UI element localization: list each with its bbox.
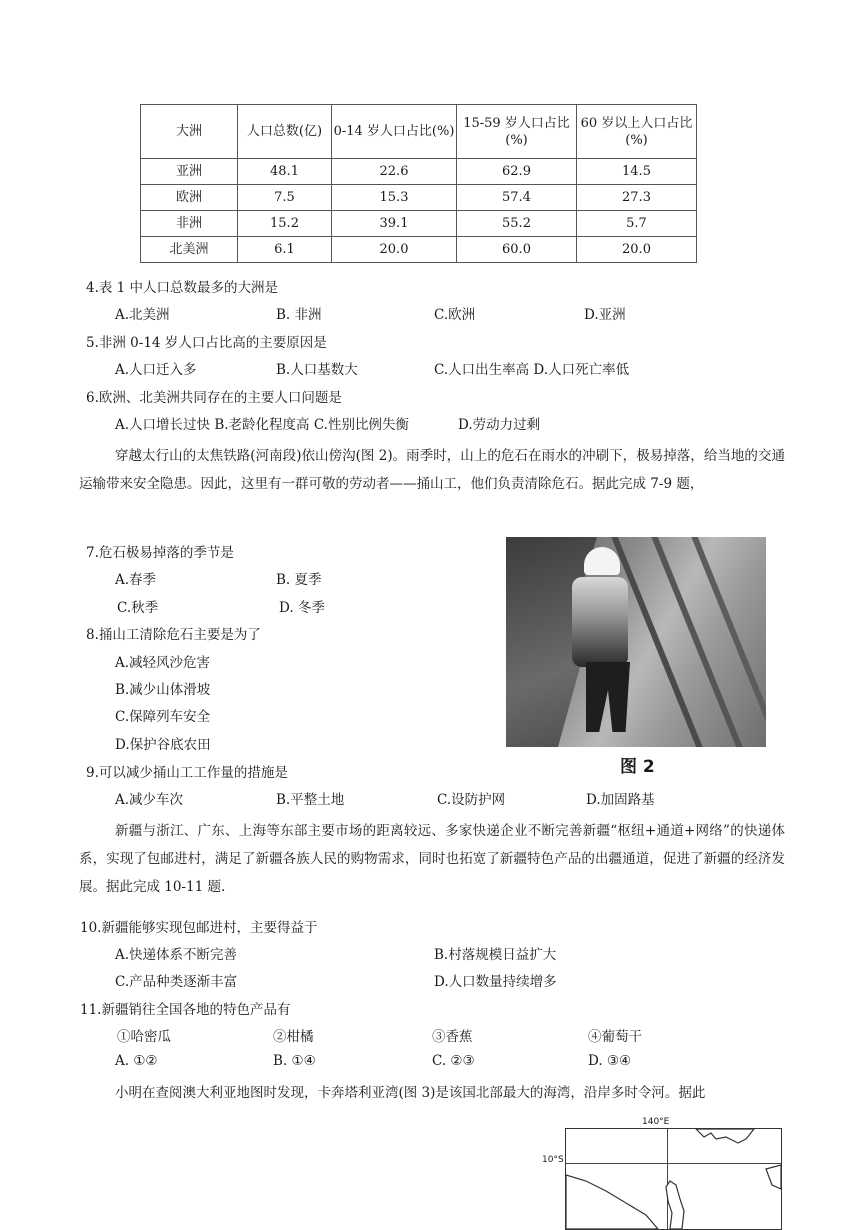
population-table	[140, 104, 697, 263]
question-9-option-b: B.平整土地	[276, 792, 345, 808]
question-7-stem: 7.危石极易掉落的季节是	[86, 545, 234, 561]
figure-2-caption: 图 2	[620, 757, 655, 777]
table-cell: 48.1	[238, 159, 332, 185]
passage-carpentaria: 小明在查阅澳大利亚地图时发现，卡奔塔利亚湾(图 3)是该国北部最大的海湾，沿岸多时令河。据此	[115, 1085, 706, 1101]
map-longitude-label: 140°E	[642, 1117, 670, 1127]
map-latitude-label: 10°S	[542, 1155, 564, 1165]
worker-legs	[586, 662, 630, 732]
question-5-option-a: A.人口迁入多	[115, 362, 197, 378]
question-11-item-4: ④葡萄干	[588, 1029, 642, 1045]
gulf-map	[565, 1128, 782, 1230]
question-11-option-b: B. ①④	[273, 1053, 316, 1069]
question-8-option-c: C.保障列车安全	[115, 709, 211, 725]
question-4-stem: 4.表 1 中人口总数最多的大洲是	[86, 280, 279, 296]
question-4-option-c: C.欧洲	[434, 307, 476, 323]
worker-helmet	[584, 547, 620, 575]
passage-xinjiang-delivery: 新疆与浙江、广东、上海等东部主要市场的距离较远、多家快递企业不断完善新疆“枢纽+通道+网络”的快递体系，实现了包邮进村，满足了新疆各族人民的购物需求，同时也拓宽了新疆特色产品的出疆通道，促进了新疆的经济发展。据此完成 10-11 题.	[79, 823, 785, 895]
table-cell: 14.5	[577, 159, 697, 185]
question-11-option-a: A. ①②	[115, 1053, 158, 1069]
table-header-row	[141, 105, 697, 159]
table-cell: 55.2	[457, 211, 577, 237]
question-6-stem: 6.欧洲、北美洲共同存在的主要人口问题是	[86, 390, 342, 406]
table-cell: 北美洲	[141, 237, 238, 263]
table-cell: 20.0	[332, 237, 457, 263]
question-9-option-a: A.减少车次	[115, 792, 184, 808]
question-10-option-b: B.村落规模日益扩大	[434, 947, 557, 963]
table-cell: 亚洲	[141, 159, 238, 185]
question-10-stem: 10.新疆能够实现包邮进村，主要得益于	[80, 920, 318, 936]
question-10-option-d: D.人口数量持续增多	[434, 974, 557, 990]
table-cell: 6.1	[238, 237, 332, 263]
question-4-option-b: B. 非洲	[276, 307, 322, 323]
table-row	[141, 159, 697, 185]
question-4-option-a: A.北美洲	[115, 307, 170, 323]
question-7-option-a: A.春季	[115, 572, 157, 588]
question-7-option-d: D. 冬季	[279, 600, 325, 616]
worker-body	[572, 577, 628, 667]
question-11-option-c: C. ②③	[432, 1053, 475, 1069]
question-6-options-abc: A.人口增长过快 B.老龄化程度高 C.性别比例失衡	[115, 417, 409, 433]
question-7-option-c: C.秋季	[117, 600, 159, 616]
question-11-stem: 11.新疆销往全国各地的特色产品有	[80, 1002, 291, 1018]
question-11-item-3: ③香蕉	[432, 1029, 473, 1045]
coastline-shape	[566, 1129, 781, 1229]
question-8-option-b: B.减少山体滑坡	[115, 682, 211, 698]
question-10-option-c: C.产品种类逐渐丰富	[115, 974, 238, 990]
question-9-stem: 9.可以减少捅山工工作量的措施是	[86, 765, 288, 781]
question-9-option-d: D.加固路基	[586, 792, 655, 808]
question-8-option-a: A.减轻风沙危害	[115, 655, 211, 671]
table-cell: 39.1	[332, 211, 457, 237]
question-11-item-1: ①哈密瓜	[117, 1029, 171, 1045]
table-header: 15-59 岁人口占比(%)	[457, 105, 577, 159]
table-header: 人口总数(亿)	[238, 105, 332, 159]
question-6-option-d: D.劳动力过剩	[458, 417, 541, 433]
table-header: 0-14 岁人口占比(%)	[332, 105, 457, 159]
question-5-stem: 5.非洲 0-14 岁人口占比高的主要原因是	[86, 335, 327, 351]
question-11-option-d: D. ③④	[588, 1053, 632, 1069]
table-row	[141, 237, 697, 263]
question-5-options-cd: C.人口出生率高 D.人口死亡率低	[434, 362, 630, 378]
table-cell: 27.3	[577, 185, 697, 211]
table-cell: 22.6	[332, 159, 457, 185]
question-5-option-b: B.人口基数大	[276, 362, 358, 378]
question-11-item-2: ②柑橘	[273, 1029, 314, 1045]
table-header: 大洲	[141, 105, 238, 159]
question-8-stem: 8.捅山工清除危石主要是为了	[86, 627, 261, 643]
question-8-option-d: D.保护谷底农田	[115, 737, 211, 753]
table-row	[141, 185, 697, 211]
question-9-option-c: C.设防护网	[437, 792, 506, 808]
table-cell: 20.0	[577, 237, 697, 263]
question-4-option-d: D.亚洲	[584, 307, 626, 323]
table-cell: 15.2	[238, 211, 332, 237]
table-cell: 5.7	[577, 211, 697, 237]
cliff-worker-photo	[506, 537, 766, 747]
passage-taiyue-railway: 穿越太行山的太焦铁路(河南段)依山傍沟(图 2)。雨季时，山上的危石在雨水的冲刷下，极易掉落，给当地的交通运输带来安全隐患。因此，这里有一群可敬的劳动者——捅山工，他们负责清除危石。据此完成 7-9 题，	[79, 448, 785, 492]
question-7-option-b: B. 夏季	[276, 572, 322, 588]
table-cell: 7.5	[238, 185, 332, 211]
table-cell: 非洲	[141, 211, 238, 237]
table-cell: 62.9	[457, 159, 577, 185]
table-row	[141, 211, 697, 237]
table-cell: 60.0	[457, 237, 577, 263]
question-10-option-a: A.快递体系不断完善	[115, 947, 238, 963]
table-cell: 欧洲	[141, 185, 238, 211]
table-cell: 57.4	[457, 185, 577, 211]
table-cell: 15.3	[332, 185, 457, 211]
table-header: 60 岁以上人口占比(%)	[577, 105, 697, 159]
